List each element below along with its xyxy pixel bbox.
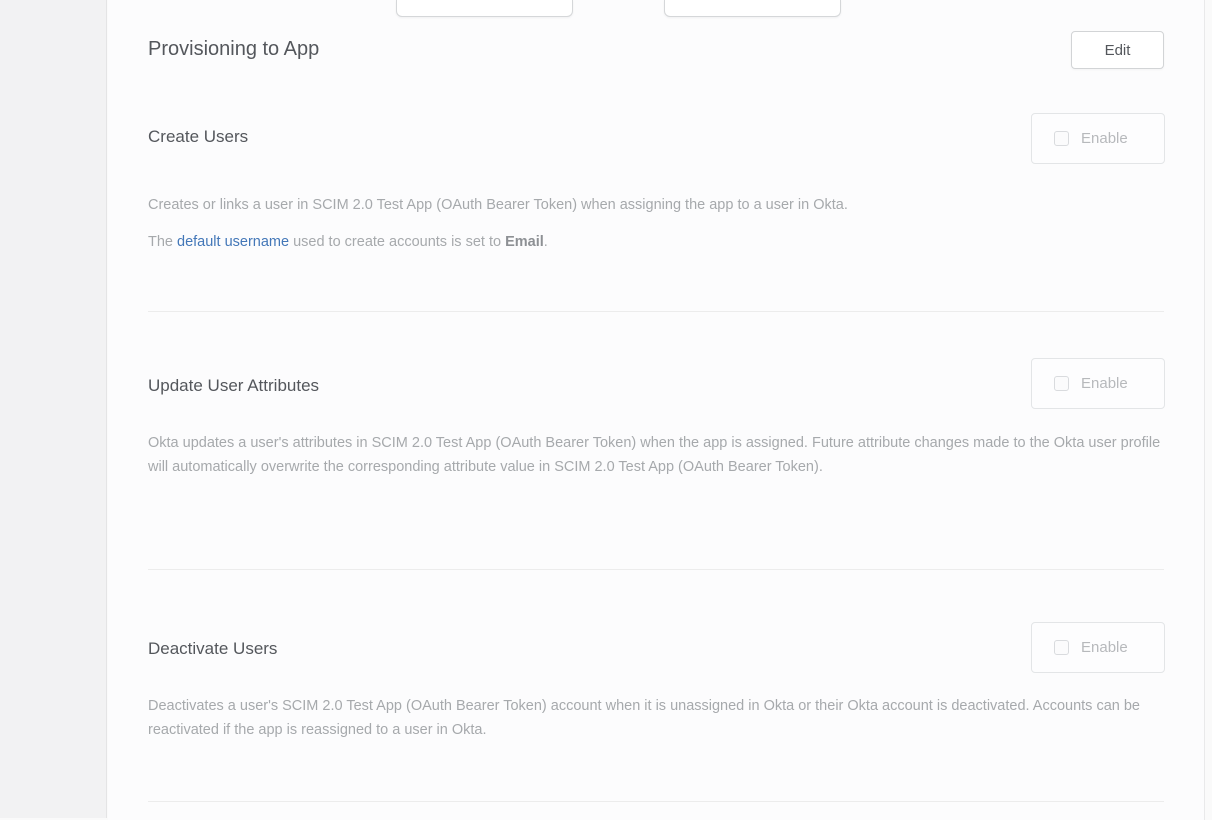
enable-checkbox[interactable] [1054,640,1069,655]
username-line-prefix: The [148,234,178,250]
default-username-line [148,230,1164,254]
section-title-update-user-attributes: Update User Attributes [148,376,320,395]
enable-checkbox[interactable] [1054,376,1069,391]
section-title-create-users: Create Users [148,127,249,146]
username-line-suffix: . [543,234,548,250]
username-value: Email [505,234,544,250]
edit-button[interactable]: Edit [1071,31,1164,69]
partial-field-2[interactable] [664,0,841,17]
enable-checkbox[interactable] [1054,131,1069,146]
enable-label: Enable [1081,375,1128,392]
section-title-deactivate-users: Deactivate Users [148,639,278,658]
enable-toggle-update-user-attributes[interactable] [1031,358,1165,409]
left-sidebar [0,0,107,818]
page-title: Provisioning to App [148,38,320,60]
enable-toggle-deactivate-users[interactable] [1031,622,1165,673]
section-description: Deactivates a user's SCIM 2.0 Test App (OAuth Bearer Token) account when it is unassigned in Okta or their Okta account is deactivated. Accounts can be reactivated if the app is reassigned to a user in Okta. [148,698,1140,738]
enable-label: Enable [1081,639,1128,656]
enable-label: Enable [1081,130,1128,147]
section-description: Okta updates a user's attributes in SCIM 2.0 Test App (OAuth Bearer Token) when the app is assigned. Future attribute changes made to the Okta user profile will automatically overwrite the corresponding attribute value in SCIM 2.0 Test App (OAuth Bearer Token). [148,435,1161,475]
enable-toggle-create-users[interactable] [1031,113,1165,164]
provisioning-settings-panel [108,0,1205,820]
default-username-link[interactable]: default username [177,234,290,250]
section-description: Creates or links a user in SCIM 2.0 Test App (OAuth Bearer Token) when assigning the app to a user in Okta. [148,197,848,213]
section-divider [148,569,1164,570]
partial-field-1[interactable] [396,0,573,17]
section-divider [148,801,1164,802]
username-line-middle: used to create accounts is set to [289,234,506,250]
section-divider [148,311,1164,312]
